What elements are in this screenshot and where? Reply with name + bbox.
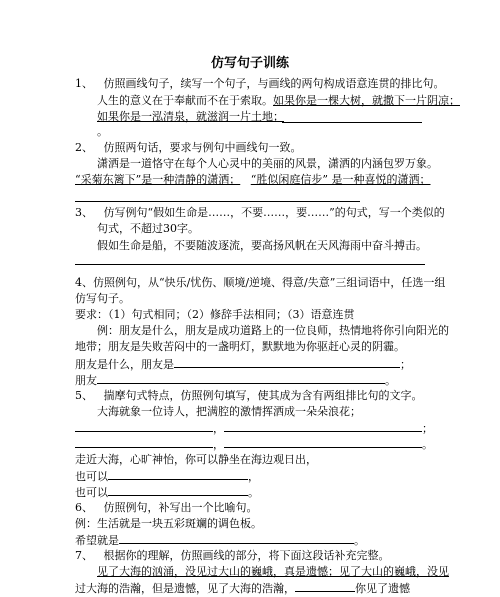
q1-underline-line bbox=[97, 109, 284, 125]
q1-prompt: 仿照画线句子，续写一个句子，与画线的两句构成语意连贯的排比句。 bbox=[103, 77, 445, 90]
q5-answer-blank-4[interactable] bbox=[224, 436, 422, 448]
q7-prompt-line bbox=[75, 548, 390, 564]
q7-underlined-text: 见了大海的汹涌，没见过大山的巍峨，真是遗憾；见了大山的巍峨，没见 bbox=[97, 565, 449, 578]
q7-answer-blank[interactable] bbox=[295, 580, 355, 592]
q2-blank-end[interactable] bbox=[416, 184, 430, 185]
q1-text: 人生的意义在于奉献而不在于索取。 bbox=[97, 94, 273, 107]
q5-example: 大海就象一位诗人，把满腔的激情挥洒成一朵朵浪花； bbox=[97, 405, 361, 418]
q3-prompt-2: 句式，不超过30字。 bbox=[97, 222, 199, 235]
q2-example-2: “胜似闲庭信步” 是一种喜悦的潇洒； bbox=[250, 173, 431, 186]
q5-prompt: 揣摩句式特点，仿照例句填写，使其成为含有两组排比句的文字。 bbox=[103, 389, 423, 402]
q7-prompt: 根据你的理解，仿照画线的部分，将下面这段话补充完整。 bbox=[103, 549, 390, 562]
q5-fill-1-label: 也可以 bbox=[75, 470, 108, 483]
q3-number: 3、 bbox=[75, 206, 93, 219]
q1-answer-blank[interactable] bbox=[282, 122, 422, 123]
q2-examples-line bbox=[75, 172, 431, 188]
q3-example: 假如生命是船，不要随波逐流，要高扬风帆在天风海雨中奋斗搏击。 bbox=[97, 239, 427, 252]
q4-answer-blank-2[interactable] bbox=[97, 372, 385, 384]
q7-number: 7、 bbox=[75, 549, 93, 562]
q4-prompt-2: 仿写句子。 bbox=[75, 292, 130, 305]
q5-answer-blank-1[interactable] bbox=[75, 420, 213, 432]
q3-prompt-line bbox=[75, 205, 445, 221]
q5-answer-blank-6[interactable] bbox=[108, 484, 248, 496]
q4-requirements: 要求：（1）句式相同；（2）修辞手法相同；（3）语意连贯 bbox=[75, 308, 355, 321]
q1-period: 。 bbox=[97, 125, 108, 138]
q4-fill-line-1: 朋友是什么，朋友是 ； bbox=[75, 358, 411, 371]
q7-line-2-end: 你见了遗憾 bbox=[355, 582, 410, 595]
q6-fill-line: 希望就是 。 bbox=[75, 534, 365, 547]
q6-prompt: 仿照例句，补写出一个比喻句。 bbox=[103, 501, 258, 514]
q5-number: 5、 bbox=[75, 389, 93, 402]
q7-line-1 bbox=[97, 564, 449, 580]
q1-underline-a: 如果你是一棵大树，就撒下一片阴凉； bbox=[273, 94, 460, 107]
q5-prompt-line bbox=[75, 388, 423, 404]
q1-prompt-line bbox=[75, 76, 445, 92]
q4-fill-line-2: 朋友 。 bbox=[75, 374, 396, 387]
q2-number: 2、 bbox=[75, 141, 93, 154]
q2-example-1: “采菊东篱下”是一种清静的潇洒； bbox=[75, 173, 241, 186]
q4-fill-2-label: 朋友 bbox=[75, 374, 97, 387]
q4-prompt: 4、仿照例句，从“快乐/忧伤、顺境/逆境、得意/失意”三组词语中，任选一组 bbox=[75, 276, 446, 289]
q7-line-2-text: 过大海的浩瀚，但是遗憾，见了大海的浩瀚， bbox=[75, 582, 295, 595]
q5-answer-blank-3[interactable] bbox=[75, 436, 213, 448]
q7-line-2 bbox=[75, 580, 410, 597]
q3-answer-blank[interactable] bbox=[75, 264, 425, 265]
q6-fill-label: 希望就是 bbox=[75, 534, 119, 547]
q3-prompt: 仿写例句“假如生命是……，不要……，要……”的句式，写一个类似的 bbox=[103, 206, 445, 219]
q1-text-line bbox=[97, 93, 460, 109]
q5-answer-blank-2[interactable] bbox=[224, 420, 422, 432]
q5-answer-blank-5[interactable] bbox=[108, 468, 248, 480]
q5-blank-row-1: ， ； bbox=[75, 420, 433, 437]
q6-number: 6、 bbox=[75, 501, 93, 514]
q6-prompt-line bbox=[75, 500, 258, 516]
q5-fill-line-1: 也可以 ， bbox=[75, 470, 259, 483]
q4-fill-1-label: 朋友是什么，朋友是 bbox=[75, 358, 174, 371]
q6-answer-blank[interactable] bbox=[119, 532, 354, 544]
q5-fill-line-2: 也可以 。 bbox=[75, 486, 259, 499]
q4-answer-blank-1[interactable] bbox=[174, 356, 400, 368]
q2-answer-blank[interactable] bbox=[75, 201, 360, 202]
q5-text-2: 走近大海，心旷神怡，你可以静坐在海边观日出， bbox=[75, 453, 317, 466]
page-title: 仿写句子训练 bbox=[210, 56, 289, 71]
q1-number: 1、 bbox=[75, 77, 93, 90]
q1-underline-b: 如果你是一泓清泉，就滋润一片土地； bbox=[97, 110, 284, 123]
q2-text: 潇洒是一道恪守在每个人心灵中的美丽的风景，潇洒的内涵包罗万象。 bbox=[97, 157, 438, 170]
q5-blank-row-2: ， 。 bbox=[75, 436, 433, 453]
q6-example: 例：生活就是一块五彩斑斓的调色板。 bbox=[75, 517, 262, 530]
q4-example: 例：朋友是什么，朋友是成功道路上的一位良师，热情地将你引向阳光的 bbox=[97, 324, 449, 337]
q2-prompt-line bbox=[75, 140, 302, 156]
q2-prompt: 仿照两句话，要求与例句中画线句一致。 bbox=[103, 141, 302, 154]
q4-example-2: 地带；朋友是失败苦闷中的一盏明灯，默默地为你驱赶心灵的阴霾。 bbox=[75, 340, 405, 353]
q5-fill-2-label: 也可以 bbox=[75, 486, 108, 499]
